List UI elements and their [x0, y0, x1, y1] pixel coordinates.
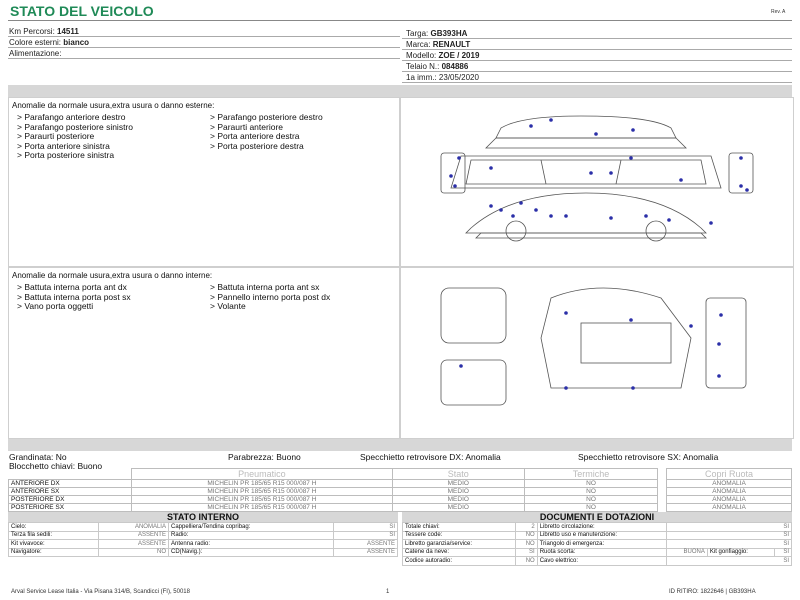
internal-damage-panel	[8, 267, 400, 439]
internal-damage-list-right	[210, 283, 330, 312]
table-row	[9, 531, 398, 540]
damage-item: > Parafango posteriore sinistro	[17, 121, 133, 132]
section-band	[8, 85, 792, 97]
tyre-termiche: NO	[525, 488, 658, 496]
tyre-position: POSTERIORE DX	[9, 496, 132, 504]
damage-item: > Battuta interna porta post sx	[17, 291, 131, 302]
table-row	[9, 488, 658, 496]
damage-item: > Pannello interno porta post dx	[210, 291, 331, 302]
field-value: NO	[515, 557, 537, 566]
km-label: Km Percorsi:	[9, 27, 55, 36]
internal-damage-list-left	[17, 283, 131, 312]
field-value: ASSENTE	[98, 531, 168, 540]
external-damage-panel	[8, 97, 400, 267]
field-value: ASSENTE	[333, 548, 397, 557]
damage-item: > Volante	[210, 301, 246, 311]
table-row	[403, 548, 792, 557]
table-row	[403, 557, 792, 566]
imm-label: 1a imm.:	[406, 73, 437, 82]
table-header-row	[9, 469, 658, 480]
table-row	[403, 531, 792, 540]
tyre-stato: MEDIO	[392, 480, 525, 488]
copri-ruota-table	[666, 468, 792, 512]
field-value: ANOMALIA	[98, 523, 168, 532]
copri-ruota-value: ANOMALIA	[667, 504, 792, 512]
table-row	[9, 504, 658, 512]
field-label: Navigatore:	[9, 548, 99, 557]
field-value: SI	[666, 523, 791, 532]
marca-value: RENAULT	[432, 40, 471, 49]
divider	[402, 38, 792, 39]
table-row	[403, 523, 792, 532]
copri-ruota-value: ANOMALIA	[667, 480, 792, 488]
divider	[402, 82, 792, 83]
colore-row	[9, 38, 89, 47]
table-row	[403, 540, 792, 549]
external-damage-title: Anomalie da normale usura,extra usura o danno esterne:	[12, 101, 215, 110]
car-interior-diagram	[401, 268, 793, 438]
tyre-header-termiche: Termiche	[525, 469, 658, 480]
field-value: ASSENTE	[333, 540, 397, 549]
divider	[8, 58, 400, 59]
field-value: NO	[515, 540, 537, 549]
tyre-model: MICHELIN PR 185/65 R15 000/087 H	[132, 496, 392, 504]
field-label: Libretto uso e manutenzione:	[537, 531, 666, 540]
page-number: 1	[386, 589, 390, 595]
km-value: 14511	[57, 27, 79, 36]
damage-item: > Paraurti posteriore	[17, 131, 95, 141]
table-row	[9, 523, 398, 532]
modello-label: Modello:	[406, 51, 437, 60]
damage-item: > Porta posteriore sinistra	[17, 150, 115, 160]
field-label: Libretto garanzia/service:	[403, 540, 516, 549]
footer-address: Arval Service Lease Italia - Via Pisana 314/B, Scandicci (FI), 50018	[11, 589, 190, 595]
field-label: Terza fila sedili:	[9, 531, 99, 540]
field-label: Radio:	[168, 531, 333, 540]
modello-row	[406, 51, 479, 60]
field-value: SI	[666, 540, 791, 549]
field-label: Cavo elettrico:	[537, 557, 666, 566]
field-value: SI	[515, 548, 537, 557]
field-label: Kit gonfiaggio:	[707, 548, 774, 557]
header-divider	[8, 20, 792, 21]
damage-item: > Battuta interna porta ant dx	[17, 282, 127, 292]
alimentazione-label: Alimentazione:	[9, 49, 62, 58]
colore-value: bianco	[63, 38, 90, 47]
marca-label: Marca:	[406, 40, 431, 49]
stato-interno-table	[8, 522, 398, 557]
copri-ruota-value: ANOMALIA	[667, 488, 792, 496]
table-row	[9, 548, 398, 557]
external-damage-list-right	[210, 113, 323, 151]
field-label: Totale chiavi:	[403, 523, 516, 532]
grandinata-text: Grandinata: No	[9, 452, 67, 462]
tyre-position: POSTERIORE SX	[9, 504, 132, 512]
blocchetto-text: Blocchetto chiavi: Buono	[9, 461, 103, 471]
table-row	[9, 496, 658, 504]
specchietto-dx-text: Specchietto retrovisore DX: Anomalia	[360, 452, 501, 462]
damage-item: > Porta anteriore sinistra	[17, 140, 110, 151]
table-row	[9, 540, 398, 549]
tyre-termiche: NO	[525, 480, 658, 488]
damage-item: > Battuta interna porta ant sx	[210, 282, 320, 292]
car-exterior-diagram	[401, 98, 793, 266]
tyre-model: MICHELIN PR 185/65 R15 000/087 H	[132, 504, 392, 512]
field-label: Catene da neve:	[403, 548, 516, 557]
tyre-termiche: NO	[525, 496, 658, 504]
colore-label: Colore esterni:	[9, 38, 62, 47]
tyre-stato: MEDIO	[392, 504, 525, 512]
divider	[402, 60, 792, 61]
damage-item: > Porta posteriore destra	[210, 140, 304, 151]
documenti-title: DOCUMENTI E DOTAZIONI	[402, 512, 792, 522]
damage-item: > Paraurti anteriore	[210, 121, 283, 132]
tyre-stato: MEDIO	[392, 496, 525, 504]
telaio-value: 084886	[441, 62, 469, 71]
damage-item: > Parafango posteriore destro	[210, 112, 323, 122]
footer-ritiro-id: ID RITIRO: 1822646 | GB393HA	[669, 589, 756, 595]
stato-interno-title: STATO INTERNO	[8, 512, 398, 522]
imm-row	[406, 73, 479, 82]
tyre-position: ANTERIORE DX	[9, 480, 132, 488]
field-value: NO	[515, 531, 537, 540]
tyre-position: ANTERIORE SX	[9, 488, 132, 496]
field-value: SI	[333, 523, 397, 532]
revision-label: Rev. A	[771, 9, 786, 15]
internal-damage-title: Anomalie da normale usura,extra usura o danno interne:	[12, 271, 213, 280]
field-label: Cappelliera/Tendina copribag:	[168, 523, 333, 532]
targa-label: Targa:	[406, 29, 429, 38]
modello-value: ZOE / 2019	[438, 51, 480, 60]
field-label: Antenna radio:	[168, 540, 333, 549]
field-value: SI	[666, 557, 791, 566]
section-band	[8, 439, 792, 451]
tyres-table	[8, 468, 658, 512]
internal-diagram-panel	[400, 267, 794, 439]
tyre-model: MICHELIN PR 185/65 R15 000/087 H	[132, 488, 392, 496]
tyre-header-stato: Stato	[392, 469, 525, 480]
tyre-termiche: NO	[525, 504, 658, 512]
imm-value: 23/05/2020	[438, 73, 479, 82]
telaio-row	[406, 62, 468, 71]
damage-item: > Parafango anteriore destro	[17, 112, 126, 122]
marca-row	[406, 40, 470, 49]
field-value: SI	[775, 548, 792, 557]
copri-ruota-value: ANOMALIA	[667, 496, 792, 504]
damage-item: > Porta anteriore destra	[210, 131, 300, 141]
field-label: Tessere code:	[403, 531, 516, 540]
external-diagram-panel	[400, 97, 794, 267]
documenti-table	[402, 522, 792, 566]
divider	[402, 71, 792, 72]
divider	[8, 47, 400, 48]
field-label: Codice autoradio:	[403, 557, 516, 566]
damage-item: > Vano porta oggetti	[17, 301, 94, 311]
km-row	[9, 27, 79, 36]
field-label: Libretto circolazione:	[537, 523, 666, 532]
page-title: STATO DEL VEICOLO	[10, 3, 154, 19]
targa-value: GB393HA	[430, 29, 468, 38]
table-row	[9, 480, 658, 488]
telaio-label: Telaio N.:	[406, 62, 440, 71]
specchietto-sx-text: Specchietto retrovisore SX: Anomalia	[578, 452, 719, 462]
tyre-header-pneumatico: Pneumatico	[132, 469, 392, 480]
divider	[8, 36, 400, 37]
field-label: CD(Navig.):	[168, 548, 333, 557]
targa-row	[406, 29, 467, 38]
tyre-model: MICHELIN PR 185/65 R15 000/087 H	[132, 480, 392, 488]
field-value: BUONA	[666, 548, 707, 557]
field-label: Kit vivavoce:	[9, 540, 99, 549]
field-label: Triangolo di emergenza:	[537, 540, 666, 549]
field-label: Ruota scorta:	[537, 548, 666, 557]
field-label: Cielo:	[9, 523, 99, 532]
field-value: SI	[666, 531, 791, 540]
field-value: SI	[333, 531, 397, 540]
field-value: 2	[515, 523, 537, 532]
external-damage-list-left	[17, 113, 133, 161]
tyre-stato: MEDIO	[392, 488, 525, 496]
parabrezza-text: Parabrezza: Buono	[228, 452, 301, 462]
tyre-header-copri-ruota: Copri Ruota	[667, 469, 792, 480]
divider	[402, 49, 792, 50]
damage-markers	[449, 118, 749, 225]
field-value: NO	[98, 548, 168, 557]
field-value: ASSENTE	[98, 540, 168, 549]
